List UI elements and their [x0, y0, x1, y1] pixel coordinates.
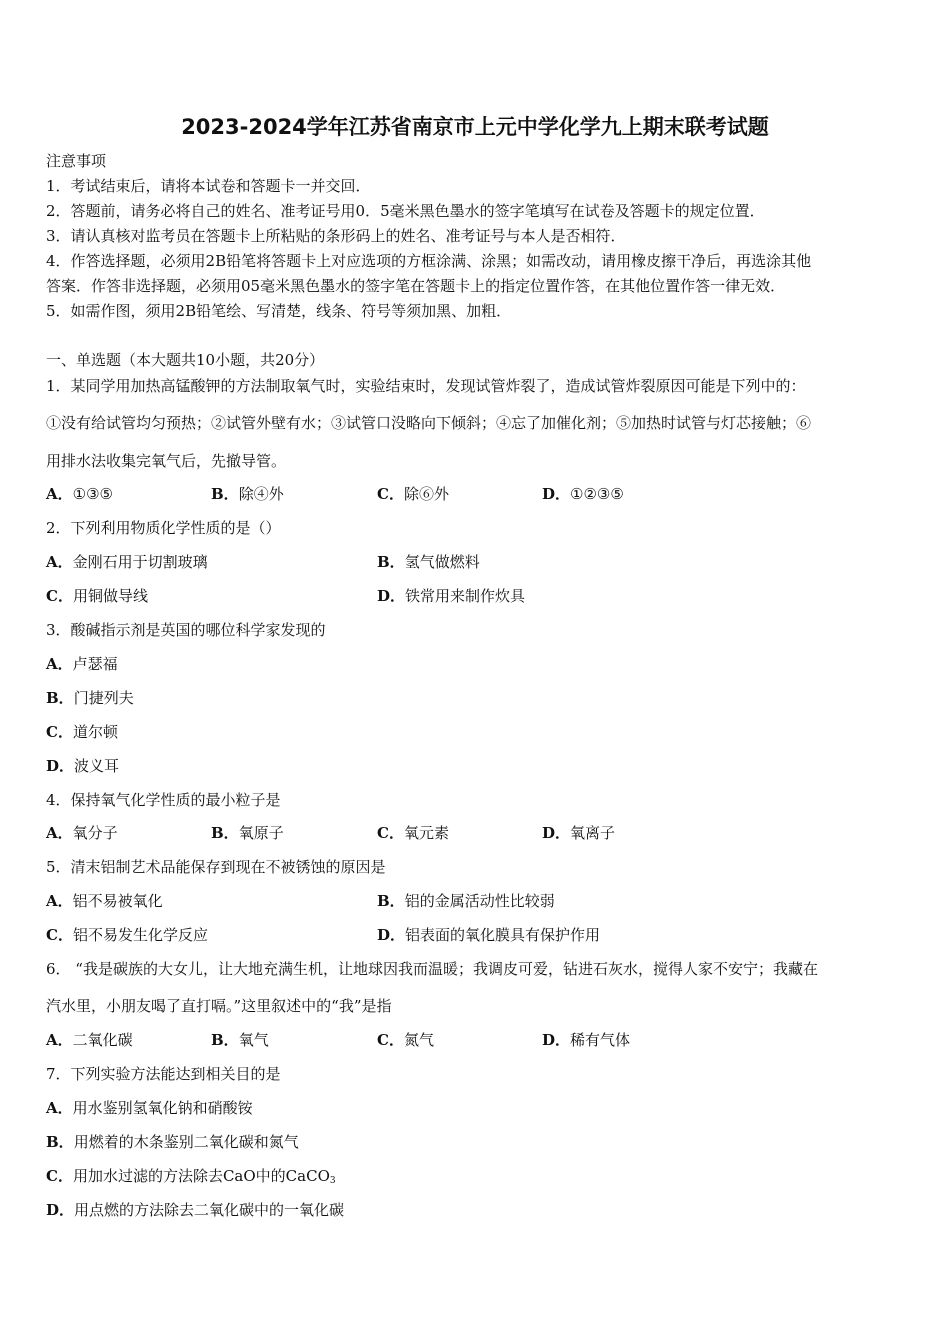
q2-option-d: D．铁常用来制作炊具: [377, 587, 526, 605]
q2-option-c: C．用铜做导线: [46, 587, 148, 605]
q5-option-b: B．铝的金属活动性比较弱: [377, 892, 555, 910]
question-6-stem: 汽水里，小朋友喝了直打嗝。”这里叙述中的“我”是指: [46, 997, 392, 1015]
q2-option-b: B．氢气做燃料: [377, 553, 480, 571]
q1-option-c: C．除⑥外: [377, 485, 449, 503]
notice-item: 1．考试结束后，请将本试卷和答题卡一并交回．: [46, 177, 371, 195]
q3-option-d: D．波义耳: [46, 757, 120, 775]
question-1-stem: 用排水法收集完氧气后，先撤导管。: [46, 452, 287, 470]
q1-option-a: A．①③⑤: [46, 485, 113, 503]
question-5-stem: 5．清末铝制艺术品能保存到现在不被锈蚀的原因是: [46, 858, 386, 876]
notice-item: 2．答题前，请务必将自己的姓名、准考证号用0．5毫米黑色墨水的签字笔填写在试卷及答题卡的规定位置．: [46, 202, 765, 220]
q7-option-b: B．用燃着的木条鉴别二氧化碳和氮气: [46, 1133, 299, 1151]
notice-item: 答案．作答非选择题，必须用05毫米黑色墨水的签字笔在答题卡上的指定位置作答，在其他位置作答一律无效．: [46, 277, 786, 295]
notice-item: 5．如需作图，须用2B铅笔绘、写清楚，线条、符号等须加黑、加粗．: [46, 302, 512, 320]
q6-option-c: C．氮气: [377, 1031, 434, 1049]
question-1-stem: ①没有给试管均匀预热；②试管外壁有水；③试管口没略向下倾斜；④忘了加催化剂；⑤加热时试管与灯芯接触；⑥: [46, 414, 812, 432]
q4-option-b: B．氧原子: [211, 824, 284, 842]
q2-option-a: A．金刚石用于切割玻璃: [46, 553, 208, 571]
question-4-stem: 4．保持氧气化学性质的最小粒子是: [46, 791, 281, 809]
notice-item: 4．作答选择题，必须用2B铅笔将答题卡上对应选项的方框涂满、涂黑；如需改动，请用橡皮擦干净后，再选涂其他: [46, 252, 812, 270]
q1-option-d: D．①②③⑤: [542, 485, 624, 503]
q1-option-b: B．除④外: [211, 485, 284, 503]
notice-item: 3．请认真核对监考员在答题卡上所粘贴的条形码上的姓名、准考证号与本人是否相符．: [46, 227, 626, 245]
question-6-stem: 6． “我是碳族的大女儿，让大地充满生机，让地球因我而温暖；我调皮可爱，钻进石灰水，搅得人家不安宁；我藏在: [46, 960, 818, 978]
q3-option-c: C．道尔顿: [46, 723, 118, 741]
q5-option-a: A．铝不易被氧化: [46, 892, 163, 910]
section-heading: 一、单选题（本大题共10小题，共20分）: [46, 351, 325, 369]
notice-heading: 注意事项: [46, 152, 107, 170]
q4-option-c: C．氧元素: [377, 824, 449, 842]
q6-option-b: B．氧气: [211, 1031, 269, 1049]
q6-option-d: D．稀有气体: [542, 1031, 631, 1049]
q4-option-d: D．氧离子: [542, 824, 616, 842]
q5-option-d: D．铝表面的氧化膜具有保护作用: [377, 926, 601, 944]
question-1-stem: 1．某同学用加热高锰酸钾的方法制取氧气时，实验结束时，发现试管炸裂了，造成试管炸裂原因可能是下列中的：: [46, 377, 806, 395]
question-7-stem: 7．下列实验方法能达到相关目的是: [46, 1065, 281, 1083]
q7-option-d: D．用点燃的方法除去二氧化碳中的一氧化碳: [46, 1201, 345, 1219]
page-title: 2023-2024学年江苏省南京市上元中学化学九上期末联考试题: [181, 115, 769, 139]
question-2-stem: 2．下列利用物质化学性质的是（）: [46, 519, 281, 537]
question-3-stem: 3．酸碱指示剂是英国的哪位科学家发现的: [46, 621, 326, 639]
q7-option-c: C．用加水过滤的方法除去CaO中的CaCO$_3$: [46, 1167, 336, 1186]
q7-option-a: A．用水鉴别氢氧化钠和硝酸铵: [46, 1099, 253, 1117]
q4-option-a: A．氧分子: [46, 824, 118, 842]
subscript: 3: [329, 1176, 336, 1186]
q5-option-c: C．铝不易发生化学反应: [46, 926, 208, 944]
q3-option-b: B．门捷列夫: [46, 689, 134, 707]
q6-option-a: A．二氧化碳: [46, 1031, 133, 1049]
q3-option-a: A．卢瑟福: [46, 655, 118, 673]
